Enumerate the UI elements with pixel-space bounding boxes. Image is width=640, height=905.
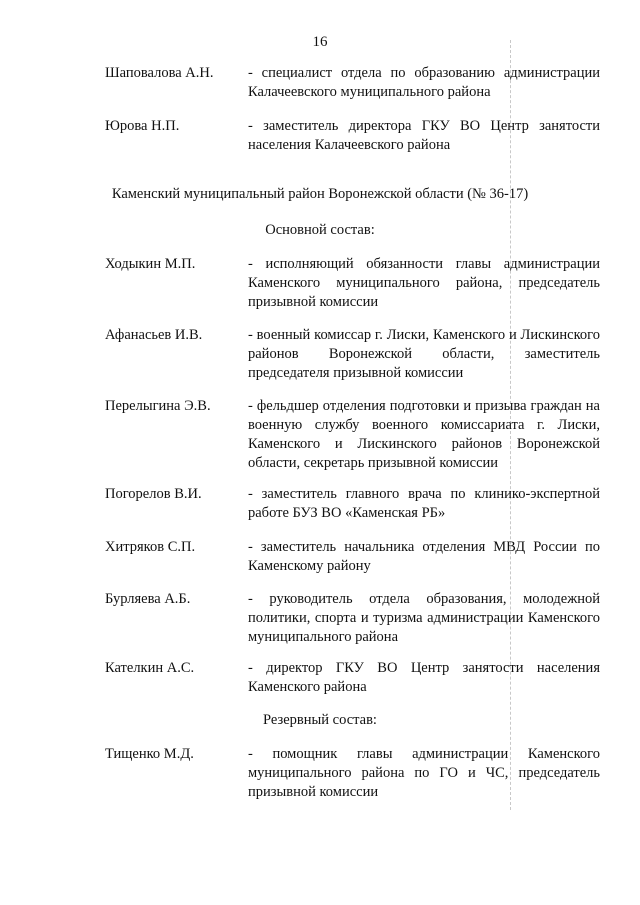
member-name: Бурляева А.Б. — [105, 591, 191, 607]
member-description: - военный комиссар г. Лиски, Каменского и Лискинского районов Воронежской области, заместитель председателя призывной комиссии — [248, 327, 600, 381]
member-name: Афанасьев И.В. — [105, 327, 203, 343]
member-description: - руководитель отдела образования, молодежной политики, спорта и туризма администрации Каменского муниципального района — [248, 591, 600, 645]
member-name: Юрова Н.П. — [105, 118, 180, 134]
member-description: - заместитель начальника отделения МВД России по Каменскому району — [248, 539, 600, 574]
member-name: Тищенко М.Д. — [105, 746, 194, 762]
member-description: - фельдшер отделения подготовки и призыва граждан на военную службу военного комиссариата г. Лиски, Каменского и Лискинского районов Воронежской области, секретарь призывной комиссии — [248, 398, 600, 471]
member-name: Кателкин А.С. — [105, 660, 195, 676]
member-entry-khitryakov — [105, 538, 600, 576]
member-description: - специалист отдела по образованию администрации Калачеевского муниципального района — [248, 65, 600, 100]
member-description: - исполняющий обязанности главы администрации Каменского муниципального района, председатель призывной комиссии — [248, 256, 600, 310]
member-description: - директор ГКУ ВО Центр занятости населения Каменского района — [248, 660, 600, 695]
district-heading: Каменский муниципальный район Воронежской области (№ 36-17) — [111, 186, 529, 202]
member-entry-shapovalova — [105, 64, 600, 102]
member-entry-tishchenko — [105, 745, 600, 802]
main-composition-heading: Основной состав: — [265, 222, 375, 238]
member-entry-afanasyev — [105, 326, 600, 383]
member-entry-khodykin — [105, 255, 600, 312]
member-entry-pogorelov — [105, 485, 600, 523]
member-name: Перелыгина Э.В. — [105, 398, 211, 414]
member-entry-perelygina — [105, 397, 600, 473]
member-entry-yurova — [105, 117, 600, 155]
member-entry-katelkin — [105, 659, 600, 697]
member-entry-burlyaeva — [105, 590, 600, 647]
member-name: Хитряков С.П. — [105, 539, 196, 555]
member-name: Ходыкин М.П. — [105, 256, 196, 272]
reserve-composition-heading: Резервный состав: — [263, 712, 377, 728]
member-description: - заместитель главного врача по клинико-экспертной работе БУЗ ВО «Каменская РБ» — [248, 486, 600, 521]
member-description: - помощник главы администрации Каменского муниципального района по ГО и ЧС, председатель призывной комиссии — [248, 746, 600, 800]
member-name: Шаповалова А.Н. — [105, 65, 214, 81]
page-number: 16 — [312, 34, 328, 50]
member-name: Погорелов В.И. — [105, 486, 202, 502]
member-description: - заместитель директора ГКУ ВО Центр занятости населения Калачеевского района — [248, 118, 600, 153]
